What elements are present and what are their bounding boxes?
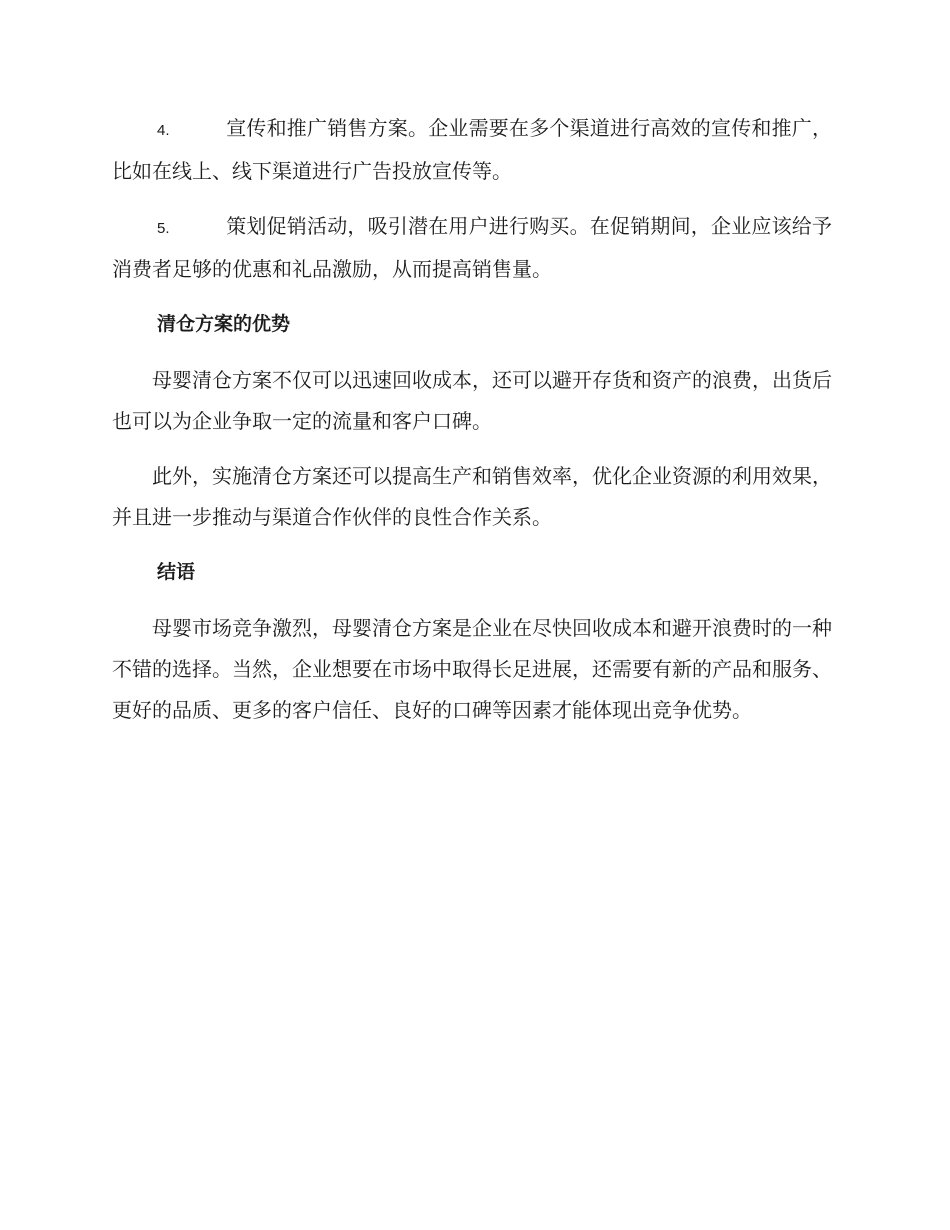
section-heading-advantages: 清仓方案的优势: [157, 313, 291, 335]
list-item: [112, 206, 832, 290]
list-item-number: 5.: [157, 220, 170, 237]
list-item: [112, 108, 832, 192]
paragraph: 母婴市场竞争激烈，母婴清仓方案是企业在尽快回收成本和避开浪费时的一种不错的选择。当然，企业想要在市场中取得长足进展，还需要有新的产品和服务、更好的品质、更多的客户信任、良好的口碑等因素才能体现出竞争优势。: [112, 616, 832, 722]
section-heading-conclusion: 结语: [157, 561, 196, 583]
list-item-number: 4.: [157, 122, 170, 139]
list-item-text: 宣传和推广销售方案。企业需要在多个渠道进行高效的宣传和推广，比如在线上、线下渠道进行广告投放宣传等。: [112, 116, 832, 183]
paragraph: 母婴清仓方案不仅可以迅速回收成本，还可以避开存货和资产的浪费，出货后也可以为企业争取一定的流量和客户口碑。: [112, 368, 832, 433]
list-item-text: 策划促销活动，吸引潜在用户进行购买。在促销期间，企业应该给予消费者足够的优惠和礼品激励，从而提高销售量。: [112, 214, 832, 281]
document-page: [112, 108, 832, 745]
paragraph: 此外，实施清仓方案还可以提高生产和销售效率，优化企业资源的利用效果，并且进一步推动与渠道合作伙伴的良性合作关系。: [112, 464, 832, 529]
